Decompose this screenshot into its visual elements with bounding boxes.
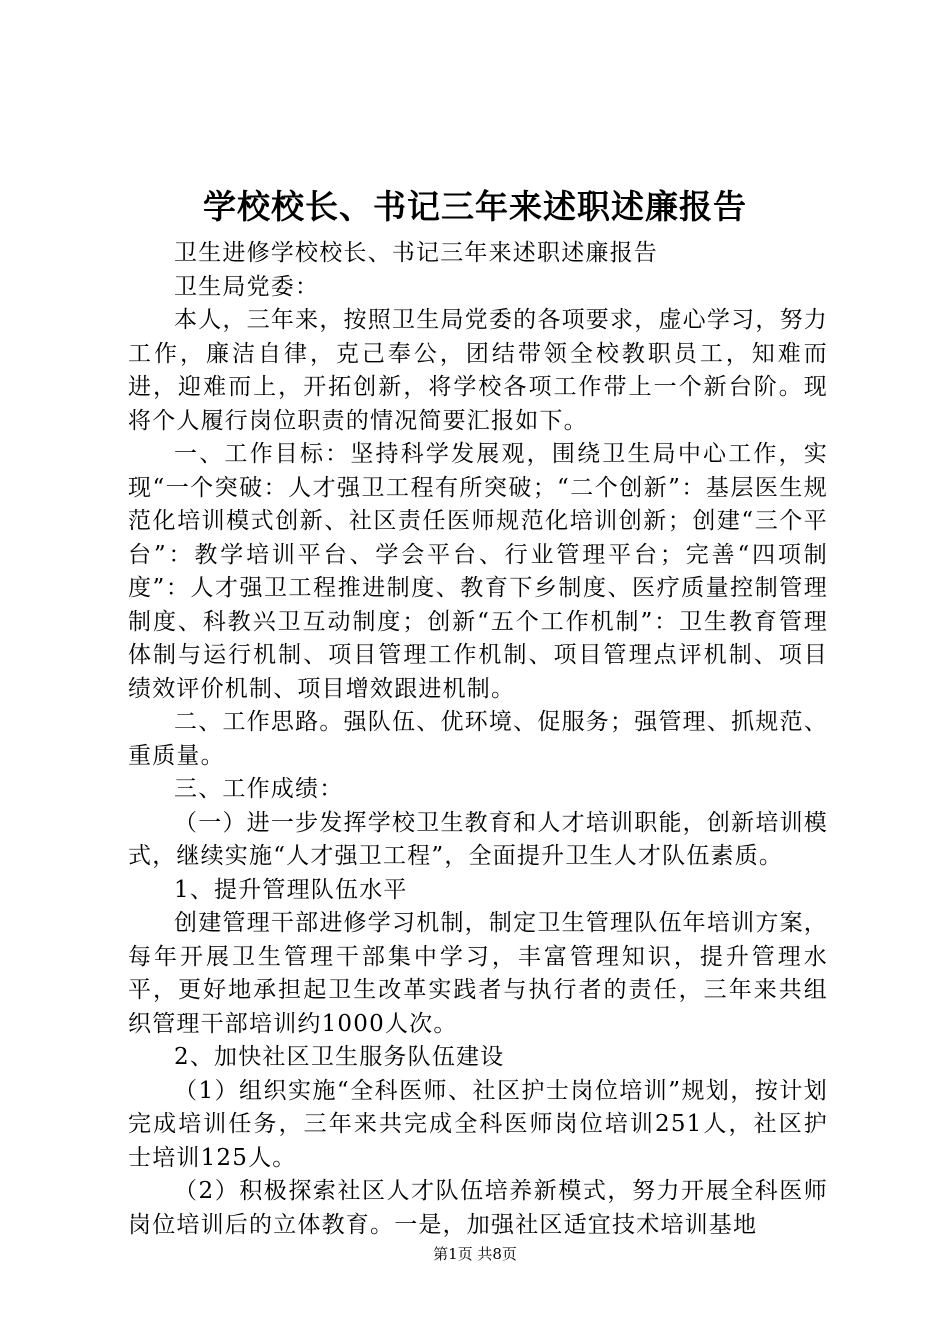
paragraph-subheading-1: 1、提升管理队伍水平 xyxy=(174,876,408,903)
paragraph-achievements-heading: 三、工作成绩： xyxy=(174,776,344,802)
paragraph-item-1: （1）组织实施“全科医师、社区护士岗位培训”规划，按计划完成培训任务，三年来共完成全科医师岗位培训251人，社区护士培训125人。 xyxy=(128,1077,828,1171)
page-footer: 第1页 共8页 xyxy=(433,1245,517,1263)
paragraph-work-goals: 一、工作目标：坚持科学发展观，围绕卫生局中心工作，实现“一个突破：人才强卫工程有所突破；“二个创新”：基层医生规范化培训模式创新、社区责任医师规范化培训创新；创建“三个平台”：教学培训平台、学会平台、行业管理平台；完善“四项制度”：人才强卫工程推进制度、教育下乡制度、医疗质量控制管理制度、科教兴卫互动制度；创新“五个工作机制”：卫生教育管理体制与运行机制、项目管理工作机制、项目管理点评机制、项目绩效评价机制、项目增效跟进机制。 xyxy=(128,441,828,702)
paragraph-section-1: （一）进一步发挥学校卫生教育和人才培训职能，创新培训模式，继续实施“人才强卫工程”，全面提升卫生人才队伍素质。 xyxy=(128,809,828,869)
paragraph-work-ideas: 二、工作思路。强队伍、优环境、促服务；强管理、抓规范、重质量。 xyxy=(128,709,828,769)
paragraph-intro: 本人，三年来，按照卫生局党委的各项要求，虚心学习，努力工作，廉洁自律，克己奉公，团结带领全校教职员工，知难而进，迎难而上，开拓创新，将学校各项工作带上一个新台阶。现将个人履行岗位职责的情况简要汇报如下。 xyxy=(128,307,828,434)
paragraph-subheading-2: 2、加快社区卫生服务队伍建设 xyxy=(174,1044,505,1070)
paragraph-salutation: 卫生局党委： xyxy=(174,273,320,300)
paragraph-item-2: （2）积极探索社区人才队伍培养新模式，努力开展全科医师岗位培训后的立体教育。一是，加强社区适宜技术培训基地 xyxy=(128,1178,828,1238)
paragraph-management-training: 创建管理干部进修学习机制，制定卫生管理队伍年培训方案，每年开展卫生管理干部集中学习，丰富管理知识，提升管理水平，更好地承担起卫生改革实践者与执行者的责任，三年来共组织管理干部培训约1000人次。 xyxy=(128,910,828,1037)
document-body xyxy=(128,237,828,1242)
document-title: 学校校长、书记三年来述职述廉报告 xyxy=(203,187,747,226)
paragraph-subtitle: 卫生进修学校校长、书记三年来述职述廉报告 xyxy=(174,240,658,266)
